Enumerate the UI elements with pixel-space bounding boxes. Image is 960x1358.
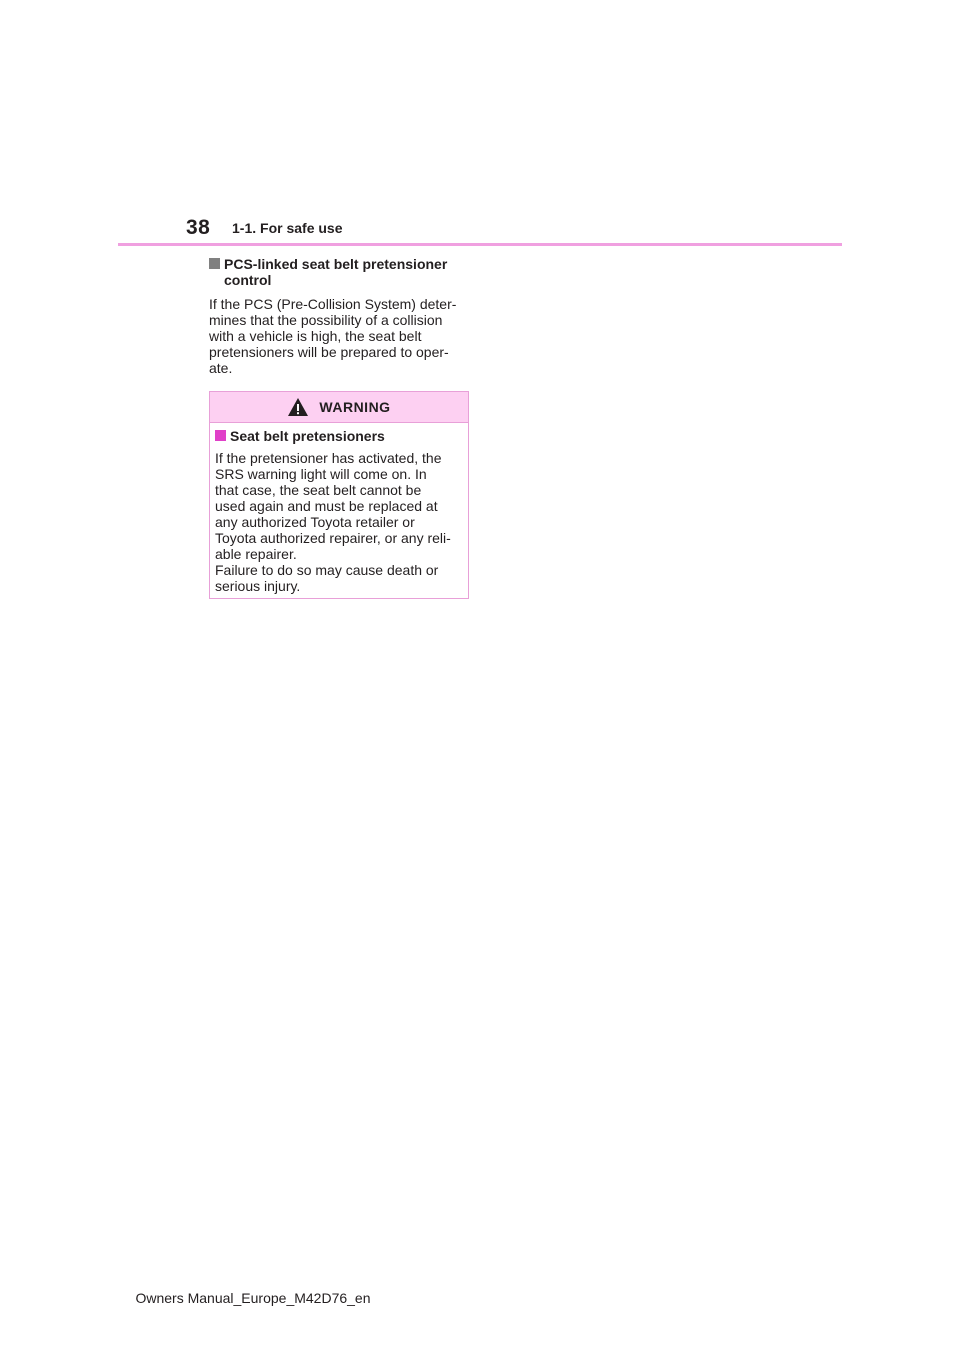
warning-triangle-icon (287, 397, 309, 417)
warning-subheading-text: Seat belt pretensioners (230, 428, 385, 444)
header-divider (118, 243, 842, 246)
footer-text: Owners Manual_Europe_M42D76_en (135, 1290, 371, 1306)
warning-subheading (215, 428, 462, 444)
square-bullet-icon (215, 430, 226, 441)
body-paragraph: If the PCS (Pre-Collision System) deter- mines that the possibility of a collision with a vehicle is high, the seat belt pretensioners will be prepared to oper- ate. (209, 296, 457, 376)
main-content (209, 256, 471, 376)
warning-paragraph: If the pretensioner has activated, the SRS warning light will come on. In that case, the seat belt cannot be used again and must be replaced at any authorized Toyota retailer or Toyota authorized repairer, or any reli- able repairer. Failure to do so may cause death or serious injury. (215, 450, 451, 594)
page-footer (0, 1290, 506, 1306)
warning-title: WARNING (319, 399, 391, 415)
section-title: 1-1. For safe use (232, 220, 343, 236)
page-number: 38 (186, 216, 211, 239)
warning-body (210, 423, 468, 594)
warning-header (210, 392, 468, 423)
warning-box (209, 391, 469, 599)
subheading-text: PCS-linked seat belt pretensioner control (224, 256, 448, 288)
subheading-pcs-linked (209, 256, 471, 288)
square-bullet-icon (209, 258, 220, 269)
